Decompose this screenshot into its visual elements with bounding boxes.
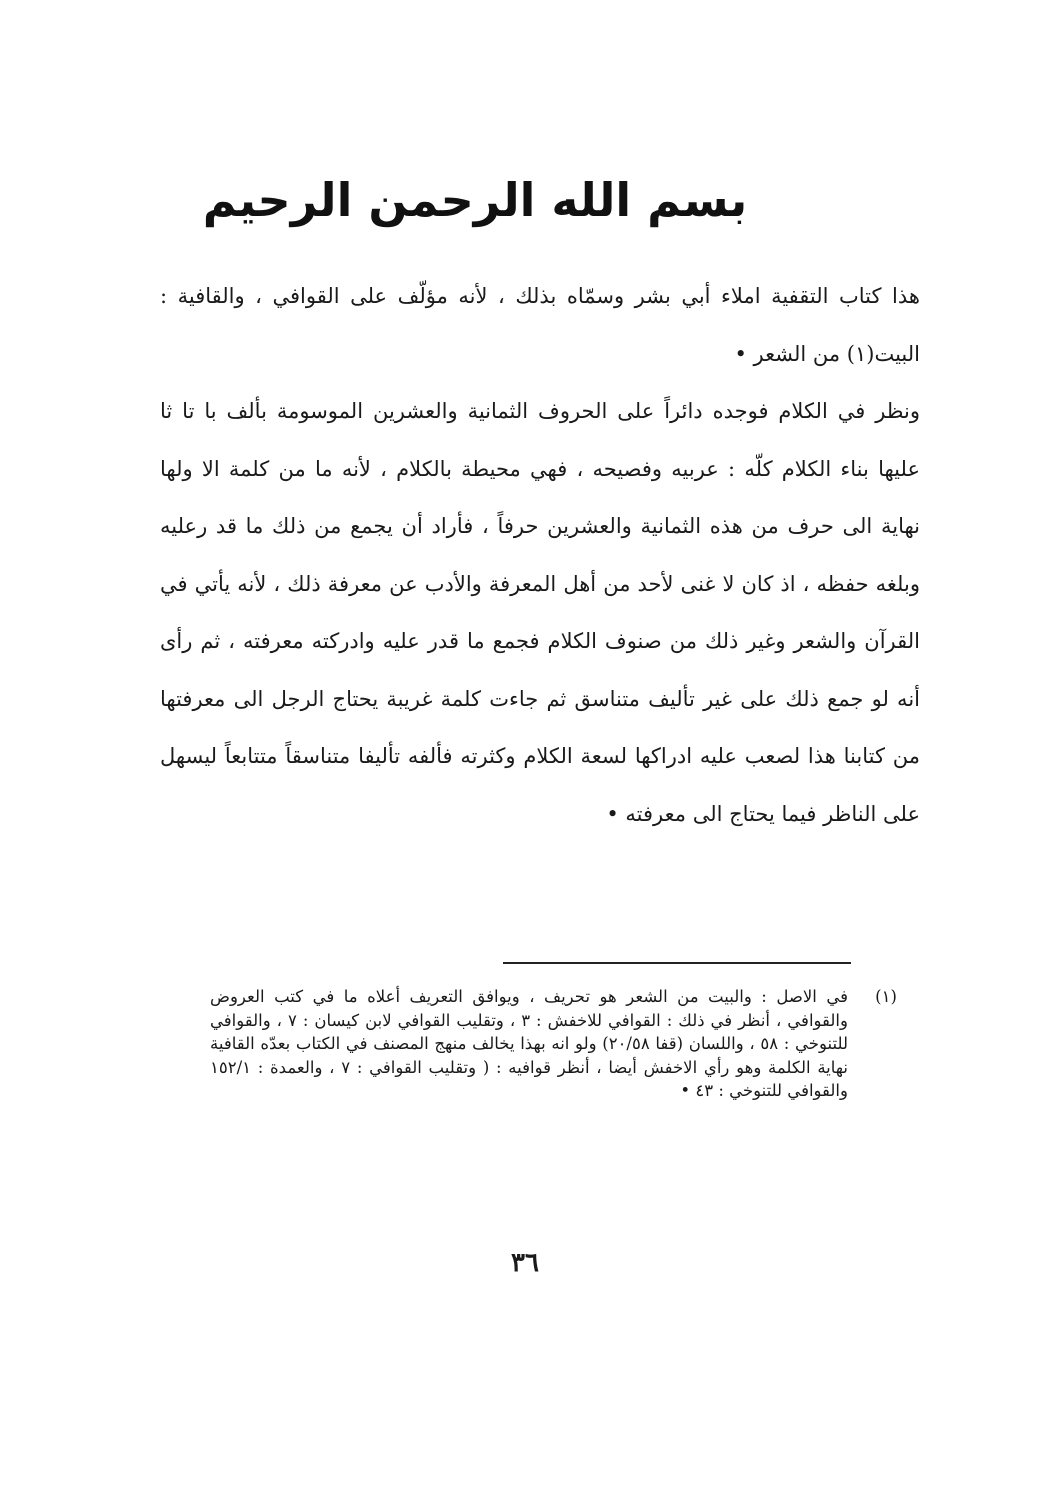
main-text: [160, 268, 920, 843]
paragraph-2: ونظر في الكلام فوجده دائراً على الحروف الثمانية والعشرين الموسومة بألف با تا ثا عليها بناء الكلام كلّه : عربيه وفصيحه ، فهي محيطة بالكلام ، لأنه ما من كلمة الا ولها نهاية الى حرف من هذه الثمانية والعشرين حرفاً ، فأراد أن يجمع من ذلك ما قد رعليه وبلغه حفظه ، اذ كان لا غنى لأحد من أهل المعرفة والأدب عن معرفة ذلك ، لأنه يأتي في القرآن والشعر وغير ذلك من صنوف الكلام فجمع ما قدر عليه وادركته معرفته ، ثم رأى أنه لو جمع ذلك على غير تأليف متناسق ثم جاءت كلمة غريبة يحتاج الرجل الى معرفتها من كتابنا هذا لصعب عليه ادراكها لسعة الكلام وكثرته فألفه تأليفا متناسقاً متتابعاً ليسهل على الناظر فيما يحتاج الى معرفته •: [160, 399, 920, 826]
basmala-text: بسم الله الرحمن الرحيم: [202, 173, 748, 227]
page-number: ٣٦: [511, 1248, 539, 1278]
footnote: [210, 985, 910, 1103]
basmala-heading: [202, 150, 748, 250]
footnote-divider: [503, 962, 851, 964]
footnote-number: (١): [875, 987, 897, 1006]
paragraph-1: هذا كتاب التقفية املاء أبي بشر وسمّاه بذلك ، لأنه مؤلّف على القوافي ، والقافية : البيت(١) من الشعر •: [160, 284, 920, 366]
footnote-text: في الاصل : والبيت من الشعر هو تحريف ، ويوافق التعريف أعلاه ما في كتب العروض والقوافي ، أنظر في ذلك : القوافي للاخفش : ٣ ، وتقليب القوافي لابن كيسان : ٧ ، والقوافي للتنوخي : ٥٨ ، واللسان (قفا ٢٠/٥٨) ولو انه بهذا يخالف منهج المصنف في الكتاب بعدّه القافية نهاية الكلمة وهو رأي الاخفش أيضا ، أنظر قوافيه : ( وتقليب القوافي : ٧ ، والعمدة : ١٥٢/١ والقوافي للتنوخي : ٤٣ •: [210, 987, 848, 1101]
